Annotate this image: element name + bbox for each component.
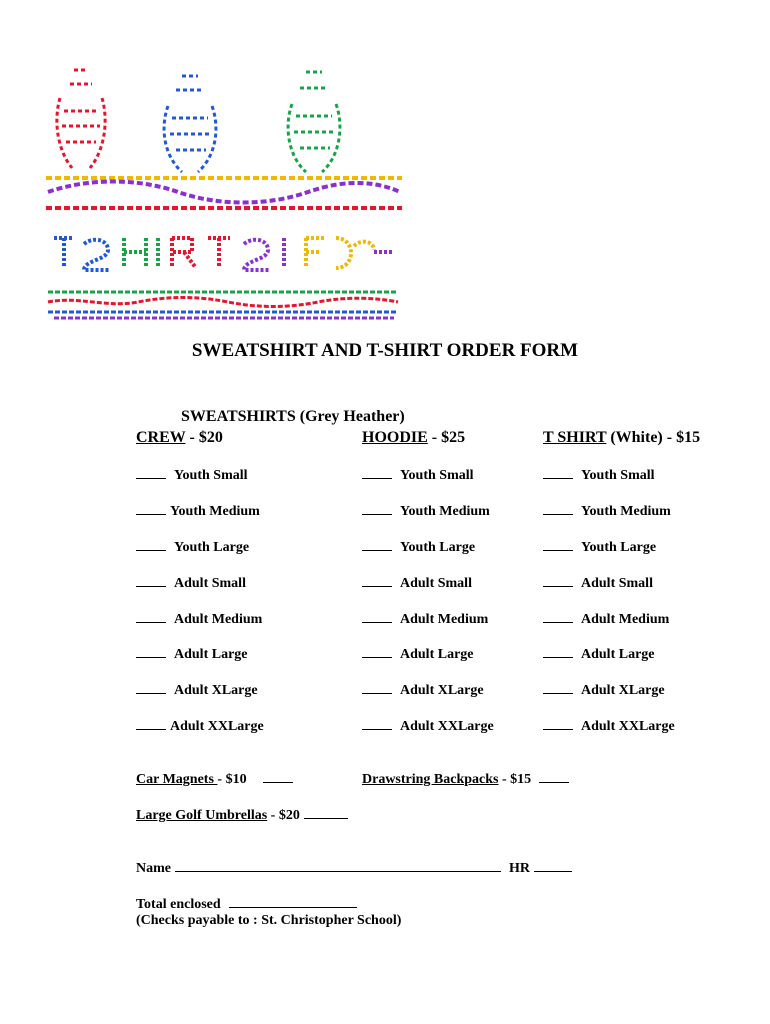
tshirt-size-row [543, 645, 655, 663]
page-title: SWEATSHIRT AND T-SHIRT ORDER FORM [191, 340, 579, 361]
hr-label: HR [509, 861, 530, 876]
total-label: Total enclosed [136, 897, 221, 912]
crew-size-row [136, 502, 260, 520]
quantity-blank[interactable] [543, 538, 573, 551]
quantity-blank[interactable] [362, 466, 392, 479]
quantity-blank[interactable] [362, 681, 392, 694]
quantity-blank[interactable] [362, 645, 392, 658]
quantity-blank[interactable] [543, 681, 573, 694]
tshirt-size-row [543, 681, 665, 699]
checks-note: (Checks payable to : St. Christopher School) [136, 913, 402, 928]
tshirt-size-row [543, 574, 653, 592]
size-label: Youth Small [581, 468, 655, 483]
quantity-blank[interactable] [543, 645, 573, 658]
hr-field[interactable] [534, 859, 572, 872]
hoodie-price: - $25 [427, 429, 466, 446]
crew-header [136, 429, 223, 447]
size-label: Youth Medium [170, 504, 260, 519]
quantity-blank[interactable] [543, 610, 573, 623]
hoodie-size-row [362, 681, 484, 699]
crew-size-row [136, 610, 262, 628]
size-label: Adult Large [174, 647, 248, 662]
size-label: Adult Medium [400, 612, 489, 627]
name-row [136, 859, 572, 877]
crew-size-row [136, 681, 258, 699]
crew-price: - $20 [185, 429, 223, 446]
size-label: Youth Small [174, 468, 248, 483]
quantity-blank[interactable] [136, 538, 166, 551]
hoodie-size-row [362, 502, 490, 520]
quantity-blank[interactable] [362, 610, 392, 623]
hoodie-size-row [362, 466, 474, 484]
hoodie-size-row [362, 717, 494, 735]
car-magnets-label: Car Magnets [136, 772, 218, 787]
size-label: Youth Large [581, 540, 657, 555]
quantity-blank[interactable] [543, 717, 573, 730]
size-label: Youth Large [400, 540, 476, 555]
umbrellas-row [136, 806, 348, 824]
hoodie-size-row [362, 645, 474, 663]
size-label: Adult XXLarge [170, 719, 264, 734]
crew-size-row [136, 466, 248, 484]
crew-size-row [136, 717, 264, 735]
quantity-blank[interactable] [136, 502, 166, 515]
size-label: Adult Large [400, 647, 474, 662]
size-label: Adult XXLarge [400, 719, 494, 734]
name-label: Name [136, 861, 171, 876]
tshirts-word-graphic [54, 238, 394, 270]
name-field[interactable] [175, 859, 501, 872]
quantity-blank[interactable] [136, 681, 166, 694]
tshirt-size-row [543, 538, 656, 556]
kids-word-graphic [46, 178, 402, 208]
size-label: Adult Medium [581, 612, 670, 627]
total-row [136, 895, 357, 913]
crew-size-row [136, 574, 246, 592]
quantity-blank[interactable] [136, 610, 166, 623]
tshirt-size-row [543, 717, 675, 735]
hoodie-size-row [362, 610, 488, 628]
backpacks-row [362, 770, 569, 788]
umbrellas-label: Large Golf Umbrellas [136, 808, 268, 823]
quantity-blank[interactable] [136, 717, 166, 730]
quantity-blank[interactable] [362, 574, 392, 587]
tshirt-name: T SHIRT [543, 429, 607, 446]
quantity-blank[interactable] [543, 502, 573, 515]
kids-tshirts-logo [44, 66, 402, 322]
quantity-blank[interactable] [136, 574, 166, 587]
size-label: Adult XLarge [174, 683, 258, 698]
total-field[interactable] [229, 895, 357, 908]
size-label: Adult Small [174, 576, 246, 591]
size-label: Adult Small [400, 576, 472, 591]
car-magnets-row [136, 770, 293, 788]
backpacks-label: Drawstring Backpacks [362, 772, 499, 787]
tshirt-size-row [543, 466, 655, 484]
crew-size-row [136, 538, 249, 556]
quantity-blank[interactable] [362, 538, 392, 551]
backpacks-price: - $15 [498, 772, 532, 787]
size-label: Youth Medium [400, 504, 490, 519]
quantity-blank[interactable] [136, 645, 166, 658]
quantity-blank[interactable] [543, 466, 573, 479]
car-magnets-price: - $10 [217, 772, 247, 787]
quantity-blank[interactable] [362, 717, 392, 730]
sweatshirts-heading: SWEATSHIRTS (Grey Heather) [181, 408, 405, 425]
size-label: Adult Small [581, 576, 653, 591]
size-label: Youth Large [174, 540, 250, 555]
crew-size-row [136, 645, 248, 663]
hanging-shirts-graphic [57, 70, 340, 172]
tshirt-header [543, 429, 700, 447]
quantity-blank[interactable] [136, 466, 166, 479]
hoodie-size-row [362, 538, 475, 556]
quantity-blank[interactable] [539, 770, 569, 783]
umbrellas-price: - $20 [267, 808, 300, 823]
tshirt-size-row [543, 610, 669, 628]
tshirt-size-row [543, 502, 671, 520]
size-label: Adult XLarge [581, 683, 665, 698]
hoodie-header [362, 429, 465, 447]
size-label: Youth Medium [581, 504, 671, 519]
size-label: Adult Medium [174, 612, 263, 627]
size-label: Adult Large [581, 647, 655, 662]
quantity-blank[interactable] [263, 770, 293, 783]
size-label: Adult XLarge [400, 683, 484, 698]
hoodie-size-row [362, 574, 472, 592]
scribble-bottom-graphic [48, 292, 398, 318]
size-label: Adult XXLarge [581, 719, 675, 734]
crew-name: CREW [136, 429, 186, 446]
tshirt-price: (White) - $15 [606, 429, 701, 446]
size-label: Youth Small [400, 468, 474, 483]
hoodie-name: HOODIE [362, 429, 428, 446]
quantity-blank[interactable] [304, 806, 348, 819]
quantity-blank[interactable] [362, 502, 392, 515]
quantity-blank[interactable] [543, 574, 573, 587]
